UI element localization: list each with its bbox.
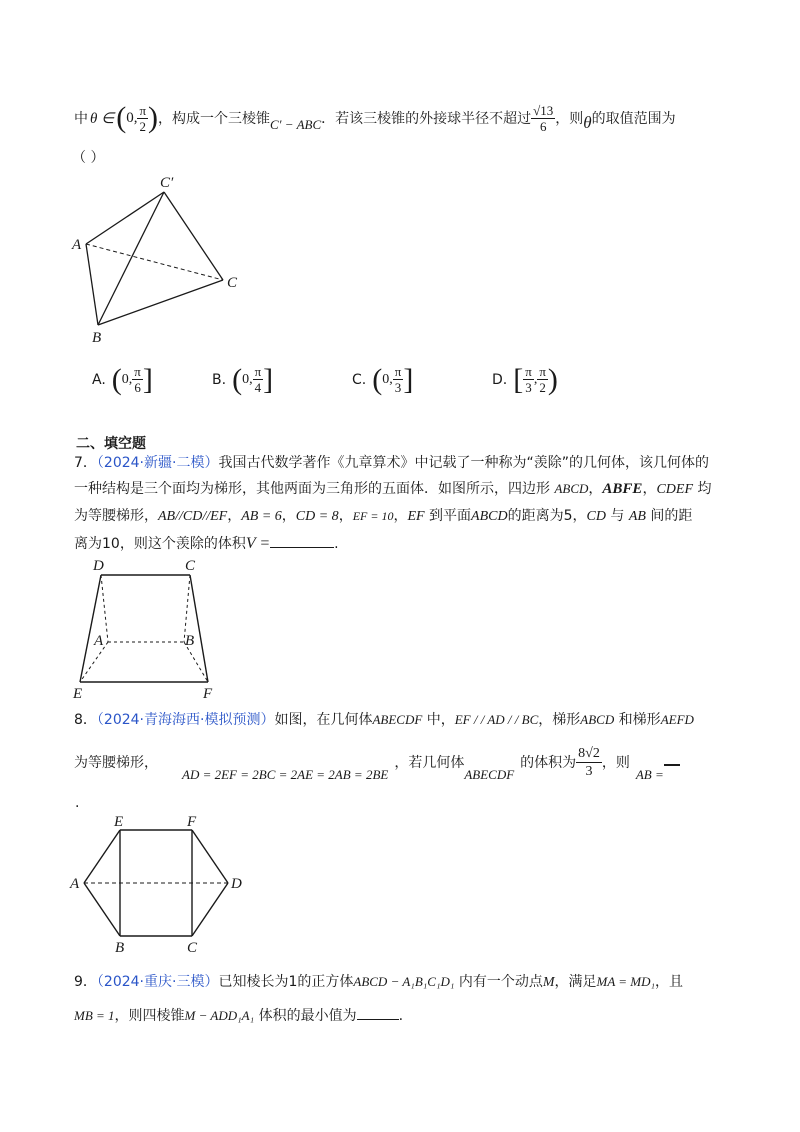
q8-ab-eq: AB =: [635, 767, 664, 782]
option-a-right: ]: [142, 362, 153, 396]
q7-comma2: ，: [642, 481, 657, 497]
q6-text-d: ，则: [555, 111, 584, 127]
q7-ab: AB: [628, 509, 646, 524]
q9-answer-blank[interactable]: [357, 1005, 399, 1020]
q7-text-3b: 到平面: [424, 508, 472, 524]
edge-c-b-hidden: [184, 575, 190, 642]
q9-text-1c: ，满足: [554, 974, 597, 990]
q6-text-c: ．若该三棱锥的外接球半径不超过: [321, 111, 532, 127]
option-d-right: ): [547, 362, 558, 396]
edge-cp-c: [164, 192, 223, 280]
option-d-comma: ,: [533, 371, 538, 387]
q8-answer-blank[interactable]: [664, 750, 680, 766]
q8-text-2a: 为等腰梯形，: [74, 755, 158, 771]
option-c-den: 3: [394, 380, 402, 395]
q7-jun: 均: [693, 481, 712, 497]
q7-line1: [74, 452, 709, 472]
q7-cd8: CD = 8: [295, 509, 339, 524]
q7-text-2a: 一种结构是三个面均为梯形，其他两面为三角形的五面体．如图所示，四边形: [74, 481, 550, 497]
q8-abecdf: ABECDF: [372, 712, 423, 727]
q8-text-1a: 如图，在几何体: [274, 712, 373, 728]
label-e: E: [114, 814, 124, 830]
option-c-zero: 0,: [382, 371, 393, 387]
label-cp: C′: [160, 175, 174, 191]
label-a: A: [94, 633, 104, 649]
q9-line1: [74, 971, 683, 991]
option-d-num1: π: [525, 364, 532, 379]
q6-theta: θ: [583, 113, 592, 132]
q6-text-e: 的取值范围为: [591, 111, 676, 127]
q6-interval-frac: [137, 103, 148, 134]
edge-a-cp: [86, 192, 164, 244]
option-d-num2: π: [539, 364, 546, 379]
q9-text-1a: 已知棱长为1的正方体: [218, 974, 354, 990]
q9-cond: MA = MD₁: [596, 974, 656, 989]
q6-tetrahedron-figure: [60, 170, 260, 350]
q9-text-1d: ，且: [655, 974, 684, 990]
option-d-frac2: [537, 364, 548, 395]
label-d: D: [93, 558, 104, 574]
option-b-frac: [253, 364, 264, 395]
edge-d-a-hidden: [101, 575, 108, 642]
q8-figure: [66, 812, 256, 954]
label-a: A: [70, 876, 80, 892]
option-a-zero: 0,: [121, 371, 133, 387]
q8-line1: [74, 709, 694, 729]
q7-period: .: [334, 536, 339, 552]
q8-line2: [74, 742, 680, 782]
q8-text-2c: 的体积为: [520, 755, 577, 771]
q8-vol-num: 8√2: [578, 745, 600, 761]
option-d-den2: 2: [539, 380, 546, 395]
edge-f-d: [192, 830, 228, 883]
q7-answer-blank[interactable]: [270, 533, 334, 548]
q9-text-2a: ，则四棱锥: [114, 1008, 185, 1024]
label-d: D: [231, 876, 242, 892]
option-c-left: (: [372, 362, 383, 396]
option-c-right: ]: [403, 362, 414, 396]
option-d-den1: 3: [525, 380, 532, 395]
q8-eq: AD = 2EF = 2BC = 2AE = 2AB = 2BE: [182, 767, 389, 782]
q8-abecdf2: ABECDF: [464, 767, 515, 782]
q8-dot: .: [75, 795, 80, 811]
label-f: F: [187, 814, 197, 830]
label-c: C: [185, 558, 196, 574]
edge-a-e: [84, 830, 120, 883]
label-b: B: [92, 330, 102, 346]
q7-v: V =: [245, 535, 271, 552]
q6-interval-left-paren: (: [116, 101, 127, 134]
label-f: F: [203, 686, 213, 702]
q7-abcd: ABCD: [554, 481, 589, 496]
q7-line3: [74, 505, 692, 525]
q7-parallel: AB//CD//EF: [158, 509, 228, 524]
q7-comma5: ，: [338, 508, 353, 524]
option-c-frac: [393, 364, 404, 395]
option-b-zero: 0,: [242, 371, 253, 387]
option-b-den: 4: [254, 380, 262, 395]
q7-cd: CD: [586, 509, 606, 524]
option-d-letter: D.: [492, 371, 508, 388]
q6-option-b[interactable]: [212, 364, 273, 395]
q6-option-c[interactable]: [352, 364, 413, 395]
q9-text-2b: 体积的最小值为: [254, 1008, 357, 1024]
q8-text-2b: ，若几何体: [394, 755, 465, 771]
option-b-num: π: [254, 364, 262, 379]
option-b-letter: B.: [212, 371, 227, 388]
q6-radius-frac: [531, 103, 555, 134]
q9-pyr: M − ADD₁A₁: [184, 1008, 255, 1023]
label-a: A: [72, 237, 82, 253]
option-d-left: [: [513, 362, 524, 396]
q6-interval-2: 2: [139, 118, 146, 134]
q6-interval-open: 0,: [126, 109, 138, 126]
label-b: B: [185, 633, 195, 649]
edge-a-b: [84, 883, 120, 936]
q9-m: M: [542, 975, 555, 990]
q7-ef10: EF = 10: [352, 509, 394, 523]
option-a-den: 6: [134, 380, 141, 395]
q6-stem-line1: [74, 102, 676, 134]
label-e: E: [73, 686, 83, 702]
q6-theta-in: θ ∈: [90, 110, 115, 127]
q7-text-3d: 间的距: [645, 508, 693, 524]
q7-abfe: ABFE: [602, 481, 643, 497]
q7-text-1: 我国古代数学著作《九章算术》中记载了一种称为“羡除”的几何体，该几何体的: [218, 455, 709, 471]
option-d-frac1: [523, 364, 534, 395]
q7-line4: [74, 533, 339, 553]
edge-a-b: [86, 244, 98, 325]
q7-yu: 与: [605, 508, 629, 524]
q8-he: 和梯形: [614, 712, 661, 728]
q8-aefd: AEFD: [660, 712, 694, 727]
q9-cube: ABCD − A₁B₁C₁D₁: [353, 974, 455, 989]
q6-text-b: ，构成一个三棱锥: [158, 111, 271, 127]
q6-option-d[interactable]: [492, 364, 558, 395]
q7-text-3a: 为等腰梯形，: [74, 508, 158, 524]
q8-vol-den: 3: [585, 763, 593, 779]
option-a-left: (: [111, 362, 122, 396]
q7-comma1: ，: [588, 481, 603, 497]
q6-sqrt13: √13: [533, 102, 554, 118]
q6-interval-right-paren: ): [148, 101, 159, 134]
label-c: C: [227, 275, 238, 291]
q8-parallel: EF / / AD / / BC: [454, 712, 539, 727]
option-c-num: π: [394, 364, 402, 379]
q9-number: 9．: [74, 974, 97, 990]
q8-abcd: ABCD: [580, 712, 615, 727]
option-a-letter: A.: [92, 371, 106, 388]
label-c: C: [187, 940, 198, 954]
q6-text-a: 中: [74, 111, 88, 127]
q9-period: .: [398, 1008, 404, 1024]
q6-tetra: C′ − ABC: [270, 117, 322, 132]
q9-source: （2024·重庆·三模）: [96, 974, 219, 990]
option-b-left: (: [232, 362, 243, 396]
q7-figure: [68, 556, 228, 702]
q7-ef: EF: [407, 509, 425, 524]
q8-volume-frac: [576, 745, 602, 780]
q9-mb1: MB = 1: [74, 1008, 115, 1023]
q8-number: 8．: [74, 712, 97, 728]
q6-answer-paren: （ ）: [72, 150, 105, 166]
edge-d-e: [80, 575, 101, 682]
option-b-right: ]: [263, 362, 274, 396]
q7-line2: [74, 478, 711, 498]
q6-den6: 6: [539, 118, 547, 134]
label-b: B: [115, 940, 125, 954]
q7-number: 7．: [74, 455, 97, 471]
option-a-frac: [132, 364, 143, 395]
q6-option-a[interactable]: [92, 364, 153, 395]
q7-cdef: CDEF: [656, 482, 693, 497]
edge-c-f: [190, 575, 208, 682]
q9-text-1b: 内有一个动点: [454, 974, 543, 990]
q6-interval-pi: π: [139, 102, 147, 118]
q7-text-3c: 的距离为5，: [507, 508, 587, 524]
option-c-letter: C.: [352, 371, 367, 388]
q7-comma6: ，: [393, 508, 408, 524]
q7-abcd2: ABCD: [471, 509, 508, 524]
edge-c-d: [192, 883, 228, 936]
q7-ab6: AB = 6: [241, 509, 282, 524]
section-title: 二、填空题: [76, 436, 146, 452]
q8-text-2d: ，则: [601, 755, 630, 771]
q8-text-1c: ，梯形: [538, 712, 581, 728]
q7-source: （2024·新疆·二模）: [96, 455, 219, 471]
q8-source: （2024·青海海西·模拟预测）: [96, 712, 275, 728]
q7-text-4a: 离为10，则这个羡除的体积: [74, 536, 246, 552]
q8-text-1b: 中，: [422, 712, 455, 728]
q7-comma4: ，: [281, 508, 296, 524]
option-a-num: π: [134, 364, 141, 379]
q9-line2: [74, 1005, 403, 1025]
q7-comma3: ，: [227, 508, 242, 524]
